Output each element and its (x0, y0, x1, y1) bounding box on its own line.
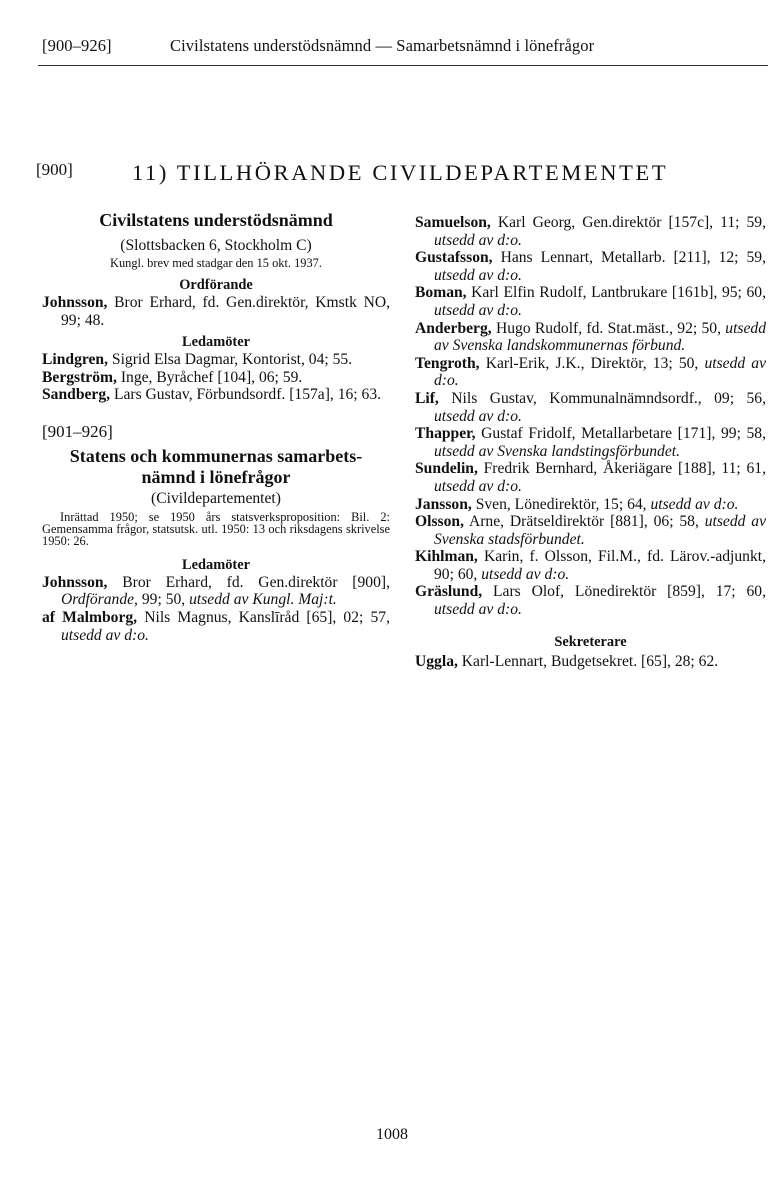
board1-title: Civilstatens understödsnämnd (99, 210, 333, 230)
entry-name: Kihlman, (415, 548, 478, 566)
header-rule (38, 65, 768, 66)
entry-appointment: utsedd av d:o. (434, 601, 522, 619)
member-entry (415, 583, 766, 618)
member-entry (415, 548, 766, 583)
member-entry (415, 425, 766, 460)
entry-name: Sundelin, (415, 460, 478, 478)
entry-text: Arne, Drätseldirektör [881], 06; 58, (468, 513, 699, 531)
entry-text: Bror Erhard, fd. Gen.direktör [900], (122, 573, 390, 591)
member-entry (415, 355, 766, 390)
board1-chair-entry (42, 294, 390, 329)
member-entry (415, 284, 766, 319)
board1-members-heading: Ledamöter (182, 334, 250, 351)
header-code: [900–926] (42, 36, 112, 55)
board2-code: [901–926] (42, 421, 113, 441)
member-entry (42, 386, 390, 404)
board1-chair-heading: Ordförande (179, 277, 253, 293)
entry-name: Lif, (415, 389, 439, 407)
entry-text: Nils Gustav, Kommunalnämndsordf., 09; 56, (451, 389, 766, 407)
member-entry (415, 513, 766, 548)
board2-note: Inrättad 1950; se 1950 års statsverksproposition: Bil. 2: Gemensamma frågor, statsutsk. utl. 1950: 13 och riksdagens skrivelse 1950: 26. (42, 509, 390, 549)
entry-appointment: utsedd av d:o. (434, 231, 522, 249)
entry-name: Tengroth, (415, 354, 480, 372)
entry-years: 99; 50, (141, 591, 186, 609)
entry-name: Gustafsson, (415, 249, 493, 267)
board1-statute: Kungl. brev med stadgar den 15 okt. 1937. (110, 255, 322, 270)
entry-name: af Malmborg, (42, 608, 138, 626)
entry-appointment: utsedd av Svenska stadsförbundet. (434, 513, 766, 548)
section-code: [900] (36, 160, 73, 179)
board2-title-line2: nämnd i lönefrågor (141, 466, 291, 487)
board2-members-heading: Ledamöter (182, 556, 250, 573)
secretary-heading: Sekreterare (554, 633, 627, 650)
entry-name: Boman, (415, 284, 467, 302)
entry-name: Olsson, (415, 513, 464, 531)
entry-appointment: utsedd av d:o. (434, 477, 522, 495)
entry-role: Ordförande, (61, 591, 138, 609)
entry-text: Bror Erhard, fd. Gen.direktör, Kmstk NO, 99; 48. (61, 294, 390, 329)
entry-name: Thapper, (415, 425, 476, 443)
entry-appointment: utsedd av d:o. (481, 565, 570, 583)
entry-name: Bergström, (42, 368, 117, 386)
entry-appointment: utsedd av d:o. (434, 266, 522, 284)
secretary-entry (415, 653, 766, 671)
entry-appointment: utsedd av d:o. (61, 626, 149, 644)
entry-appointment: utsedd av Kungl. Maj:t. (189, 591, 337, 609)
board1-address: (Slottsbacken 6, Stockholm C) (120, 237, 312, 254)
entry-appointment: utsedd av d:o. (434, 301, 522, 319)
entry-text: Gustaf Fridolf, Metallarbetare [171], 99; 58, (481, 425, 767, 443)
left-column (42, 210, 390, 644)
entry-name: Anderberg, (415, 319, 492, 337)
header-title: Civilstatens understödsnämnd — Samarbetsnämnd i lönefrågor (170, 36, 595, 55)
entry-text: Karin, f. Olsson, Fil.M., fd. Lärov.-adjunkt, 90; 60, (434, 548, 766, 583)
member-entry (415, 249, 766, 284)
entry-text: Nils Magnus, Kanslīråd [65], 02; 57, (144, 608, 390, 626)
entry-text: Fredrik Bernhard, Åkeriägare [188], 11; 61, (483, 460, 766, 478)
entry-name: Samuelson, (415, 214, 491, 231)
entry-appointment: utsedd av d:o. (650, 495, 739, 513)
entry-text: Karl-Lennart, Budgetsekret. [65], 28; 62. (461, 652, 719, 670)
entry-text: Sigrid Elsa Dagmar, Kontorist, 04; 55. (111, 351, 353, 369)
entry-name: Lindgren, (42, 351, 109, 369)
member-entry (42, 351, 390, 369)
entry-text: Karl-Erik, J.K., Direktör, 13; 50, (485, 354, 699, 372)
board2-title-line1: Statens och kommunernas samarbets- (69, 445, 363, 466)
entry-text: Karl Elfin Rudolf, Lantbrukare [161b], 95; 60, (471, 284, 766, 302)
entry-name: Sandberg, (42, 386, 111, 404)
page-number: 1008 (376, 1126, 408, 1143)
entry-name: Johnsson, (42, 294, 108, 311)
entry-text: Sven, Lönedirektör, 15; 64, (475, 495, 647, 513)
entry-name: Jansson, (415, 495, 472, 513)
entry-text: Lars Olof, Lönedirektör [859], 17; 60, (493, 583, 766, 601)
entry-appointment: utsedd av d:o. (434, 407, 522, 425)
entry-text: Lars Gustav, Förbundsordf. [157a], 16; 63. (113, 386, 382, 404)
board2-department: (Civildepartementet) (151, 489, 281, 507)
entry-text: Inge, Byråchef [104], 06; 59. (120, 368, 303, 386)
right-column (415, 214, 766, 670)
member-entry (42, 369, 390, 387)
member-entry (415, 320, 766, 355)
entry-name: Gräslund, (415, 583, 483, 601)
entry-name: Uggla, (415, 652, 458, 670)
entry-name: Johnsson, (42, 573, 108, 591)
entry-text: Hans Lennart, Metallarb. [211], 12; 59, (500, 249, 766, 267)
entry-appointment: utsedd av Svenska landskommunernas förbund. (434, 319, 766, 355)
member-entry (415, 496, 766, 514)
entry-appointment: utsedd av Svenska landstingsförbundet. (434, 442, 681, 460)
member-entry (415, 460, 766, 495)
entry-text: Karl Georg, Gen.direktör [157c], 11; 59, (497, 214, 766, 231)
member-entry (42, 609, 390, 644)
section-title: 11) TILLHÖRANDE CIVILDEPARTEMENTET (132, 160, 669, 185)
member-entry (42, 574, 390, 609)
entry-text: Hugo Rudolf, fd. Stat.mäst., 92; 50, (495, 319, 721, 337)
entry-appointment: utsedd av d:o. (434, 354, 766, 390)
member-entry (415, 214, 766, 249)
member-entry (415, 390, 766, 425)
